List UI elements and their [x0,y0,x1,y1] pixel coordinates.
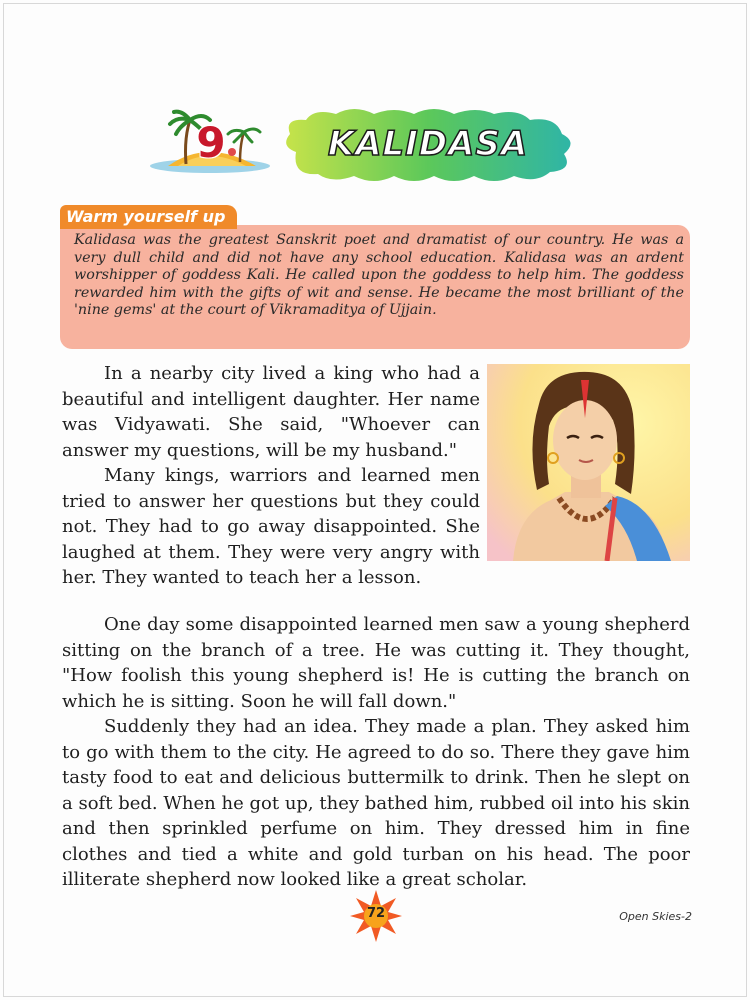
story-column-narrow [62,361,480,591]
story-paragraph: In a nearby city lived a king who had a beautiful and intelligent daughter. Her name was Vidyawati. She said, "Whoever can answer my questions, will be my husband." [62,363,480,461]
book-title: Open Skies-2 [619,910,692,923]
story-paragraph: One day some disappointed learned men saw a young shepherd sitting on the branch of a tree. He was cutting it. They thought, "How foolish this young shepherd is! He is cutting the branch on which he is sitting. Soon he will fall down." [62,614,690,712]
chapter-number: 9 [196,118,226,167]
warmup-label: Warm yourself up [60,205,237,229]
story-paragraph: Suddenly they had an idea. They made a plan. They asked him to go with them to the city. He agreed to do so. There they gave him tasty food to eat and delicious buttermilk to drink. Then he slept on a soft bed. When he got up, they bathed him, rubbed oil into his skin and then sprinkled perfume on him. They dressed him in fine clothes and tied a white and gold turban on his head. The poor illiterate shepherd now looked like a great scholar. [62,716,690,890]
story-column-full [62,612,690,893]
story-paragraph: Many kings, warriors and learned men tried to answer her questions but they could not. They had to go away disappointed. She laughed at them. They were very angry with her. They wanted to teach her a lesson. [62,465,480,588]
kalidasa-portrait [487,364,690,561]
chapter-title: KALIDASA [327,124,529,164]
page-number: 72 [366,906,386,921]
warmup-text: Kalidasa was the greatest Sanskrit poet and dramatist of our country. He was a very dull child and did not have any school education. Kalidasa was an ardent worshipper of goddess Kali. He called upon the goddess to help him. The goddess rewarded him with the gifts of wit and sense. He became the most brilliant of the 'nine gems' at the court of Vikramaditya of Ujjain. [74,232,684,318]
